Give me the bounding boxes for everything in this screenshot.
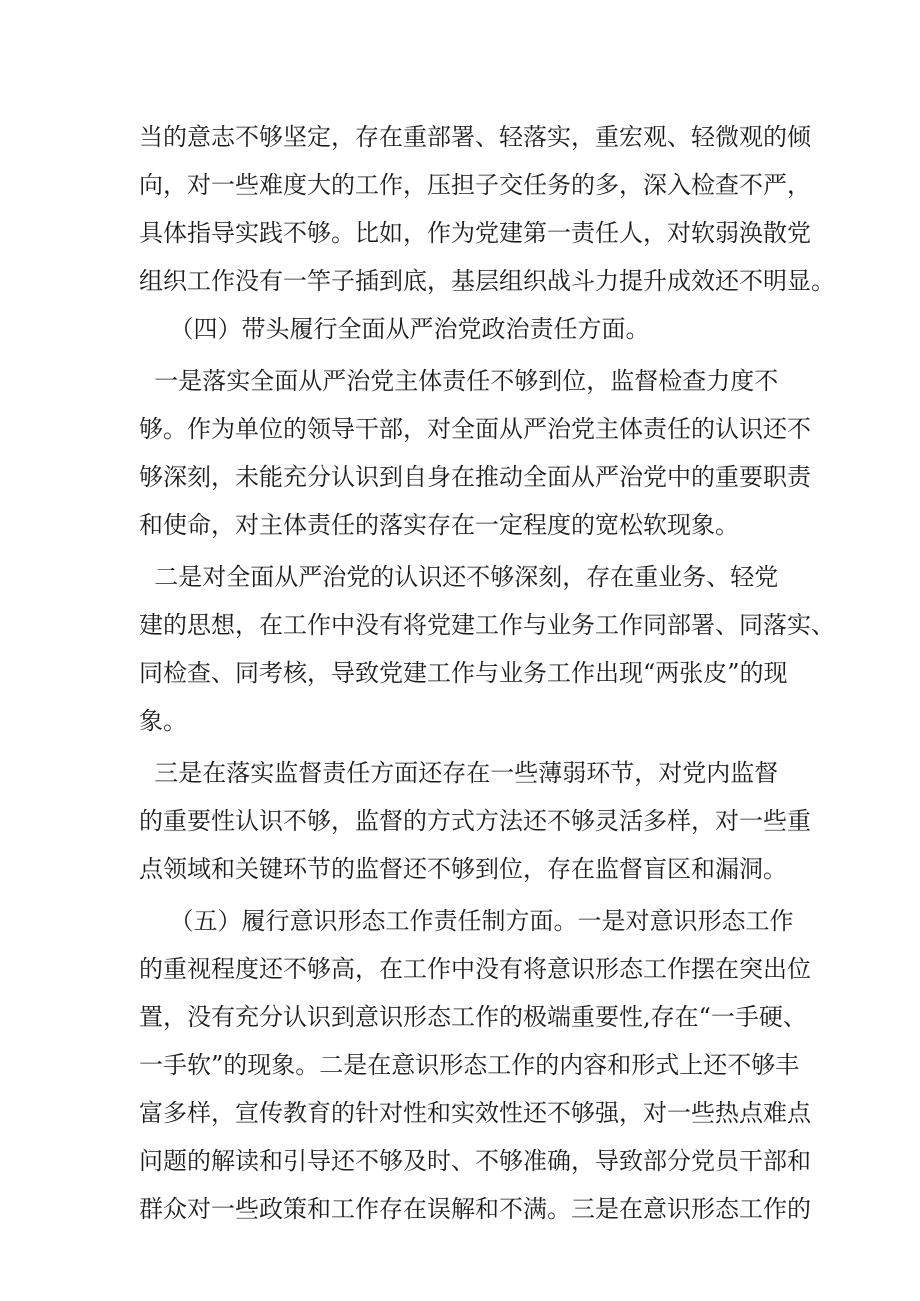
text-line: 够。作为单位的领导干部，对全面从严治党主体责任的认识还不 [139,415,811,443]
text-line: 富多样，宣传教育的针对性和实效性还不够强，对一些热点难点 [139,1099,811,1127]
document-body [139,113,835,1233]
text-line: 三是在落实监督责任方面还存在一些薄弱环节，对党内监督 [139,759,779,787]
text-line: 象。 [139,707,187,735]
text-line: 组织工作没有一竿子插到底，基层组织战斗力提升成效还不明显。 [139,267,835,295]
text-line: 当的意志不够坚定，存在重部署、轻落实，重宏观、轻微观的倾 [139,123,811,151]
text-line: 同检查、同考核，导致党建工作与业务工作出现“两张皮”的现 [139,659,788,687]
text-line: 和使命，对主体责任的落实存在一定程度的宽松软现象。 [139,511,739,539]
text-line: 向，对一些难度大的工作，压担子交任务的多，深入检查不严， [139,171,811,199]
text-line: 具体指导实践不够。比如，作为党建第一责任人，对软弱涣散党 [139,219,811,247]
text-line: 够深刻，未能充分认识到自身在推动全面从严治党中的重要职责 [139,463,811,491]
text-line: 一是落实全面从严治党主体责任不够到位，监督检查力度不 [139,367,779,395]
text-line: 建的思想，在工作中没有将党建工作与业务工作同部署、同落实、 [139,611,835,639]
section-heading-4: （四）带头履行全面从严治党政治责任方面。 [139,315,650,343]
text-line: 的重要性认识不够，监督的方式方法还不够灵活多样，对一些重 [139,807,811,835]
text-line: 点领域和关键环节的监督还不够到位，存在监督盲区和漏洞。 [139,855,787,883]
text-line: 群众对一些政策和工作存在误解和不满。三是在意识形态工作的 [139,1195,811,1223]
text-line: 置，没有充分认识到意识形态工作的极端重要性,存在“一手硬、 [139,1003,807,1031]
text-line: 二是对全面从严治党的认识还不够深刻，存在重业务、轻党 [139,563,779,591]
text-line: 问题的解读和引导还不够及时、不够准确，导致部分党员干部和 [139,1147,811,1175]
text-line: 一手软”的现象。二是在意识形态工作的内容和形式上还不够丰 [139,1051,800,1079]
text-line: 的重视程度还不够高，在工作中没有将意识形态工作摆在突出位 [139,955,811,983]
section-heading-5: （五）履行意识形态工作责任制方面。一是对意识形态工作 [139,907,794,935]
